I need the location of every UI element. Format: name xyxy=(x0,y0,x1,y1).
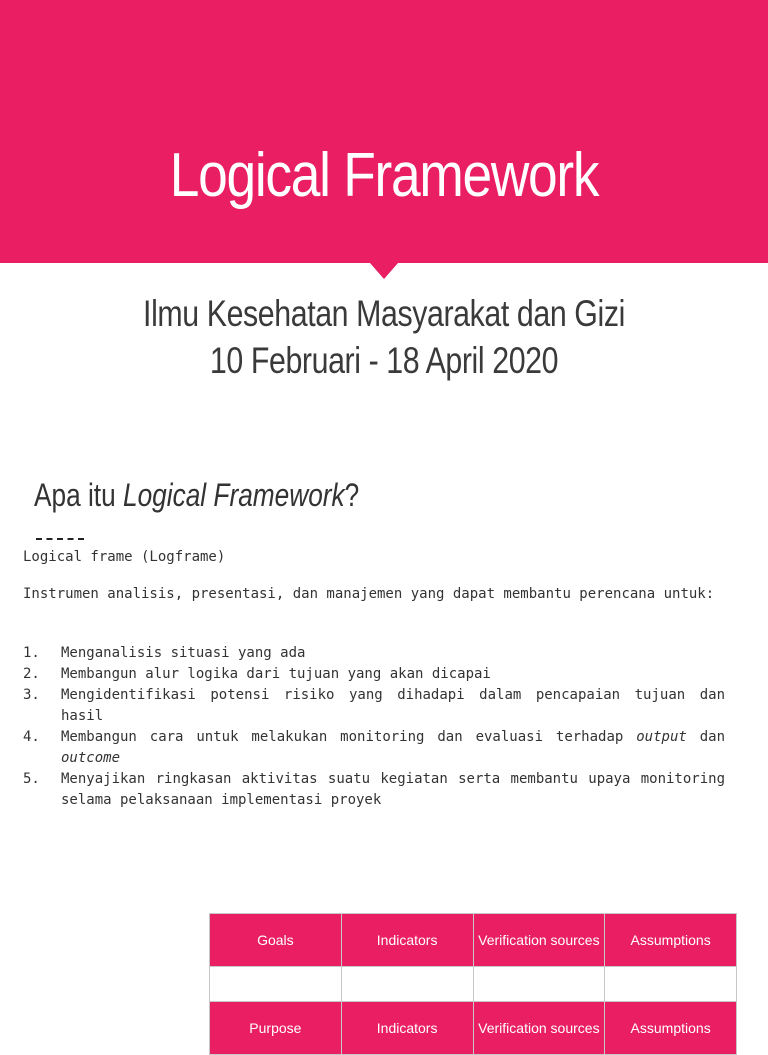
list-text-part: dan xyxy=(686,729,726,745)
table-cell-goals: Goals xyxy=(210,914,342,967)
table-cell-verification: Verification sources xyxy=(473,914,605,967)
table-cell xyxy=(605,967,737,1002)
table-row xyxy=(210,1002,737,1055)
list-text-italic: output xyxy=(636,729,687,745)
list-text xyxy=(61,727,725,769)
list-item xyxy=(23,685,725,727)
table-cell-assumptions: Assumptions xyxy=(605,1002,737,1055)
list-text: Mengidentifikasi potensi risiko yang dihadapi dalam pencapaian tujuan dan hasil xyxy=(61,687,725,724)
page-title: Logical Framework xyxy=(169,141,599,210)
description-text: Instrumen analisis, presentasi, dan manajemen yang dapat membantu perencana untuk: xyxy=(23,586,715,602)
list-item xyxy=(23,664,725,685)
list-text: Menyajikan ringkasan aktivitas suatu kegiatan serta membantu upaya monitoring selama pelaksanaan implementasi proyek xyxy=(61,771,725,808)
table-cell-indicators: Indicators xyxy=(341,1002,473,1055)
list-item xyxy=(23,643,725,664)
table-row xyxy=(210,967,737,1002)
list-item xyxy=(23,727,725,769)
list-item xyxy=(23,769,725,811)
date-range: 10 Februari - 18 April 2020 xyxy=(209,340,559,381)
intro-text: Logical frame (Logframe) xyxy=(23,549,226,565)
table-cell-purpose: Purpose xyxy=(210,1002,342,1055)
numbered-list xyxy=(23,643,725,811)
table-cell xyxy=(473,967,605,1002)
list-text-part: Membangun cara untuk melakukan monitoring dan evaluasi terhadap xyxy=(61,729,637,745)
banner-pointer xyxy=(370,263,398,279)
list-number: 4. xyxy=(23,729,40,745)
list-number: 2. xyxy=(23,666,40,682)
heading-prefix: Apa itu xyxy=(34,477,123,513)
course-name: Ilmu Kesehatan Masyarakat dan Gizi xyxy=(143,293,625,334)
section-heading xyxy=(34,477,359,514)
table-cell-verification: Verification sources xyxy=(473,1002,605,1055)
list-number: 5. xyxy=(23,771,40,787)
list-text: Membangun alur logika dari tujuan yang akan dicapai xyxy=(61,666,491,682)
logframe-table xyxy=(209,913,737,1055)
heading-suffix: ? xyxy=(344,477,360,513)
title-banner xyxy=(0,0,768,263)
heading-italic: Logical Framework xyxy=(122,477,345,513)
list-text-italic: outcome xyxy=(61,750,121,766)
table-row xyxy=(210,914,737,967)
table-cell-indicators: Indicators xyxy=(341,914,473,967)
table-cell xyxy=(210,967,342,1002)
heading-underline xyxy=(36,538,84,540)
table-cell-assumptions: Assumptions xyxy=(605,914,737,967)
list-number: 1. xyxy=(23,645,40,661)
table-cell xyxy=(341,967,473,1002)
list-number: 3. xyxy=(23,687,40,703)
list-text: Menganalisis situasi yang ada xyxy=(61,645,306,661)
